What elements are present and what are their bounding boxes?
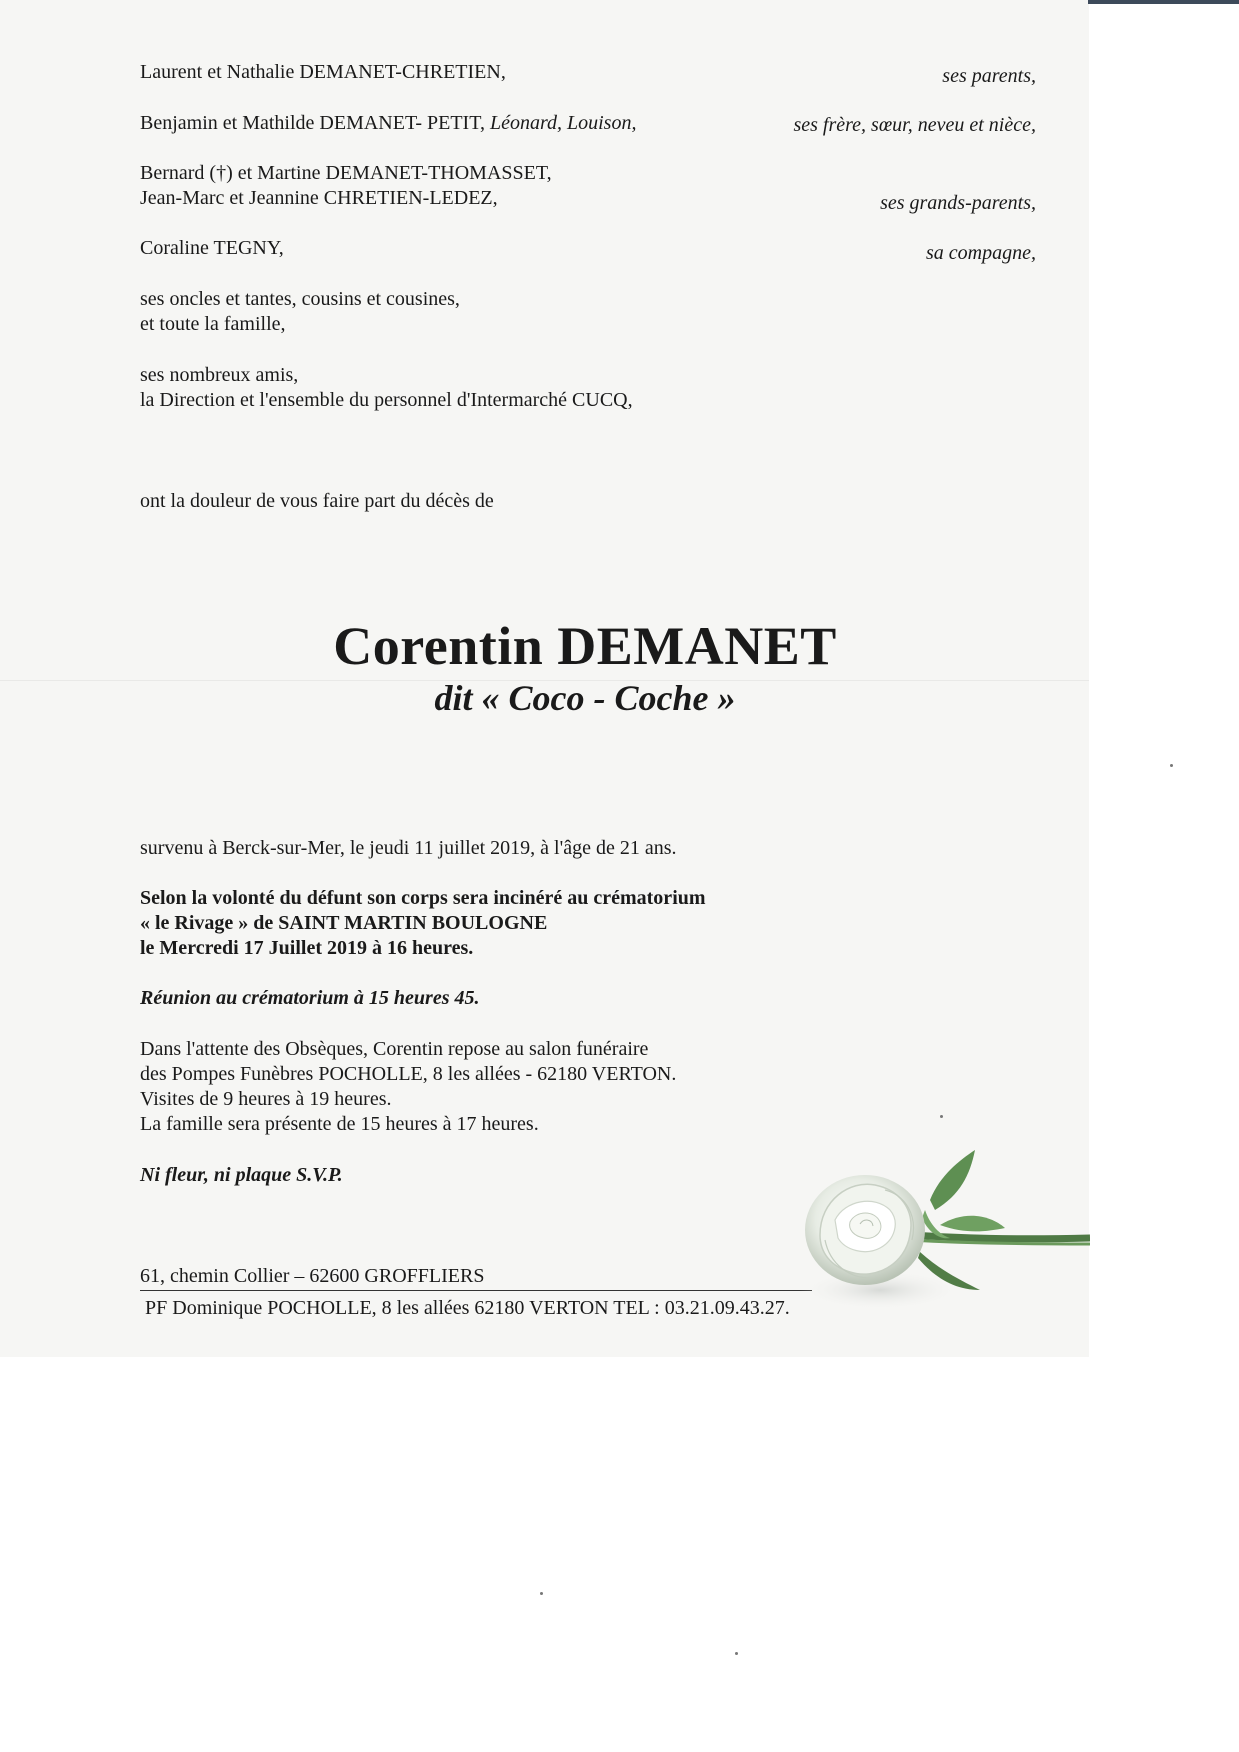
siblings-line bbox=[140, 111, 636, 136]
deceased-name: Corentin DEMANET bbox=[333, 616, 837, 676]
partner-names: Coraline TEGNY, bbox=[140, 237, 284, 259]
ceremony-line2: « le Rivage » de SAINT MARTIN BOULOGNE bbox=[140, 912, 548, 934]
meeting-time: Réunion au crématorium à 15 heures 45. bbox=[140, 987, 480, 1009]
siblings-names: Benjamin et Mathilde DEMANET- PETIT, bbox=[140, 112, 485, 134]
partner-relation: sa compagne, bbox=[926, 242, 1036, 264]
parents-names: Laurent et Nathalie DEMANET-CHRETIEN, bbox=[140, 61, 506, 83]
funeral-home-contact: PF Dominique POCHOLLE, 8 les allées 62180 VERTON TEL : 03.21.09.43.27. bbox=[145, 1297, 790, 1319]
death-details: survenu à Berck-sur-Mer, le jeudi 11 juillet 2019, à l'âge de 21 ans. bbox=[140, 837, 677, 859]
viewing-line3: Visites de 9 heures à 19 heures. bbox=[140, 1088, 392, 1110]
scan-speck bbox=[1170, 764, 1173, 767]
friends-line2: la Direction et l'ensemble du personnel d'Intermarché CUCQ, bbox=[140, 389, 633, 411]
extended-family-line2: et toute la famille, bbox=[140, 313, 286, 335]
no-flowers-note: Ni fleur, ni plaque S.V.P. bbox=[140, 1164, 343, 1186]
white-rose-icon bbox=[790, 1140, 1090, 1320]
ceremony-line3: le Mercredi 17 Juillet 2019 à 16 heures. bbox=[140, 937, 474, 959]
deceased-nickname: dit « Coco - Coche » bbox=[434, 678, 736, 718]
siblings-children: Léonard, Louison, bbox=[489, 112, 637, 134]
scan-speck bbox=[540, 1592, 543, 1595]
address-divider bbox=[140, 1290, 812, 1291]
scan-speck bbox=[735, 1652, 738, 1655]
viewing-line1: Dans l'attente des Obsèques, Corentin repose au salon funéraire bbox=[140, 1038, 649, 1060]
viewing-line2: des Pompes Funèbres POCHOLLE, 8 les allées - 62180 VERTON. bbox=[140, 1063, 677, 1085]
grandparents-line1: Bernard (†) et Martine DEMANET-THOMASSET, bbox=[140, 162, 552, 184]
grandparents-line2: Jean-Marc et Jeannine CHRETIEN-LEDEZ, bbox=[140, 187, 498, 209]
family-address: 61, chemin Collier – 62600 GROFFLIERS bbox=[140, 1265, 485, 1287]
grandparents-relation: ses grands-parents, bbox=[880, 192, 1036, 214]
scan-edge-line bbox=[1088, 0, 1239, 4]
friends-line1: ses nombreux amis, bbox=[140, 364, 299, 386]
extended-family-line1: ses oncles et tantes, cousins et cousines, bbox=[140, 288, 460, 310]
scan-speck bbox=[940, 1115, 943, 1118]
parents-relation: ses parents, bbox=[942, 65, 1036, 87]
siblings-relation: ses frère, sœur, neveu et nièce, bbox=[793, 114, 1036, 136]
viewing-line4: La famille sera présente de 15 heures à 17 heures. bbox=[140, 1113, 539, 1135]
announcement-text: ont la douleur de vous faire part du décès de bbox=[140, 490, 494, 512]
ceremony-line1: Selon la volonté du défunt son corps sera incinéré au crématorium bbox=[140, 887, 706, 909]
